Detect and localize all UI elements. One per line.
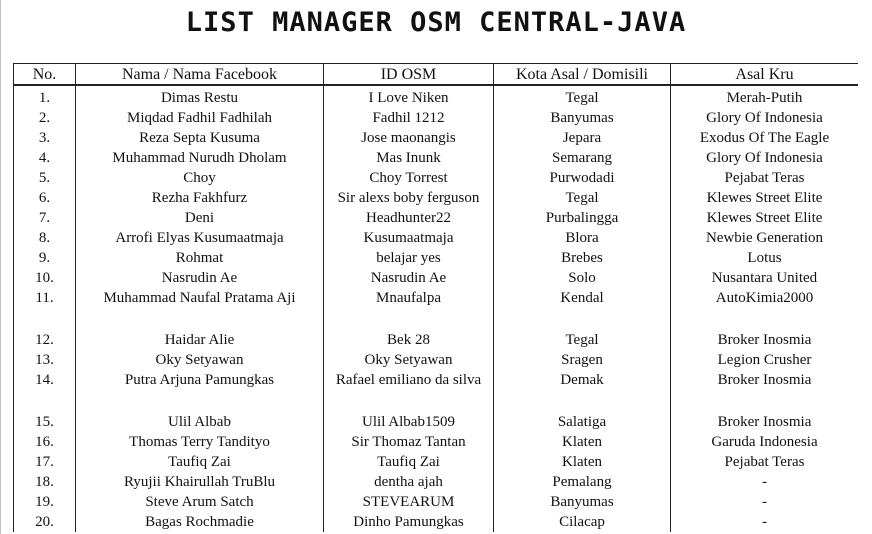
table-row <box>14 512 859 532</box>
cell-name: Muhammad Nurudh Dholam <box>76 148 324 168</box>
cell-id-osm: Ulil Albab1509 <box>324 410 494 432</box>
cell-kota: Tegal <box>494 85 671 108</box>
table-row <box>14 452 859 472</box>
cell-asal-kru: AutoKimia2000 <box>671 288 859 328</box>
cell-name: Arrofi Elyas Kusumaatmaja <box>76 228 324 248</box>
cell-kota: Banyumas <box>494 492 671 512</box>
cell-id-osm: Kusumaatmaja <box>324 228 494 248</box>
cell-kota: Banyumas <box>494 108 671 128</box>
cell-asal-kru: Garuda Indonesia <box>671 432 859 452</box>
cell-id-osm: dentha ajah <box>324 472 494 492</box>
cell-kota: Pemalang <box>494 472 671 492</box>
cell-no: 9. <box>14 248 76 268</box>
cell-no: 20. <box>14 512 76 532</box>
cell-kota: Semarang <box>494 148 671 168</box>
cell-kota: Sragen <box>494 350 671 370</box>
cell-asal-kru: Legion Crusher <box>671 350 859 370</box>
table-row <box>14 328 859 350</box>
cell-name: Choy <box>76 168 324 188</box>
cell-asal-kru: Pejabat Teras <box>671 168 859 188</box>
cell-name: Nasrudin Ae <box>76 268 324 288</box>
cell-name: Muhammad Naufal Pratama Aji <box>76 288 324 328</box>
cell-asal-kru: - <box>671 472 859 492</box>
cell-name: Putra Arjuna Pamungkas <box>76 370 324 410</box>
table-row <box>14 492 859 512</box>
table-row <box>14 350 859 370</box>
table-row <box>14 208 859 228</box>
cell-no: 7. <box>14 208 76 228</box>
cell-kota: Demak <box>494 370 671 410</box>
cell-name: Haidar Alie <box>76 328 324 350</box>
table-row <box>14 432 859 452</box>
cell-kota: Blora <box>494 228 671 248</box>
cell-name: Ulil Albab <box>76 410 324 432</box>
cell-kota: Brebes <box>494 248 671 268</box>
cell-id-osm: Jose maonangis <box>324 128 494 148</box>
cell-name: Miqdad Fadhil Fadhilah <box>76 108 324 128</box>
table-header-row <box>14 64 859 86</box>
cell-no: 17. <box>14 452 76 472</box>
cell-name: Taufiq Zai <box>76 452 324 472</box>
cell-kota: Tegal <box>494 188 671 208</box>
cell-name: Rezha Fakhfurz <box>76 188 324 208</box>
header-asal-kru: Asal Kru <box>671 64 859 86</box>
cell-no: 3. <box>14 128 76 148</box>
cell-id-osm: I Love Niken <box>324 85 494 108</box>
cell-kota: Kendal <box>494 288 671 328</box>
cell-no: 12. <box>14 328 76 350</box>
page-frame-edge <box>0 0 1 534</box>
cell-id-osm: Taufiq Zai <box>324 452 494 472</box>
table-row <box>14 288 859 328</box>
cell-asal-kru: Glory Of Indonesia <box>671 108 859 128</box>
cell-no: 11. <box>14 288 76 328</box>
header-kota: Kota Asal / Domisili <box>494 64 671 86</box>
table-row <box>14 188 859 208</box>
cell-name: Deni <box>76 208 324 228</box>
cell-asal-kru: Glory Of Indonesia <box>671 148 859 168</box>
header-name: Nama / Nama Facebook <box>76 64 324 86</box>
cell-asal-kru: Newbie Generation <box>671 228 859 248</box>
cell-asal-kru: Broker Inosmia <box>671 410 859 432</box>
cell-asal-kru: Lotus <box>671 248 859 268</box>
cell-asal-kru: Broker Inosmia <box>671 370 859 410</box>
table-row <box>14 248 859 268</box>
cell-kota: Cilacap <box>494 512 671 532</box>
cell-no: 8. <box>14 228 76 248</box>
table-row <box>14 472 859 492</box>
cell-no: 4. <box>14 148 76 168</box>
cell-kota: Purbalingga <box>494 208 671 228</box>
cell-asal-kru: Klewes Street Elite <box>671 188 859 208</box>
cell-id-osm: Choy Torrest <box>324 168 494 188</box>
cell-name: Steve Arum Satch <box>76 492 324 512</box>
cell-id-osm: STEVEARUM <box>324 492 494 512</box>
cell-id-osm: Sir alexs boby ferguson <box>324 188 494 208</box>
cell-id-osm: Dinho Pamungkas <box>324 512 494 532</box>
cell-name: Reza Septa Kusuma <box>76 128 324 148</box>
cell-name: Oky Setyawan <box>76 350 324 370</box>
cell-name: Bagas Rochmadie <box>76 512 324 532</box>
table-row <box>14 370 859 410</box>
page-title: LIST MANAGER OSM CENTRAL-JAVA <box>185 7 687 38</box>
cell-name: Ryujii Khairullah TruBlu <box>76 472 324 492</box>
cell-asal-kru: - <box>671 492 859 512</box>
cell-no: 15. <box>14 410 76 432</box>
cell-no: 18. <box>14 472 76 492</box>
cell-asal-kru: Klewes Street Elite <box>671 208 859 228</box>
cell-asal-kru: Broker Inosmia <box>671 328 859 350</box>
manager-table <box>13 63 858 532</box>
cell-kota: Klaten <box>494 432 671 452</box>
cell-no: 10. <box>14 268 76 288</box>
cell-name: Rohmat <box>76 248 324 268</box>
cell-asal-kru: Nusantara United <box>671 268 859 288</box>
cell-id-osm: Mnaufalpa <box>324 288 494 328</box>
cell-kota: Solo <box>494 268 671 288</box>
table-row <box>14 410 859 432</box>
cell-id-osm: Nasrudin Ae <box>324 268 494 288</box>
cell-no: 6. <box>14 188 76 208</box>
table-row <box>14 85 859 108</box>
cell-no: 5. <box>14 168 76 188</box>
cell-id-osm: Oky Setyawan <box>324 350 494 370</box>
cell-asal-kru: Pejabat Teras <box>671 452 859 472</box>
table-row <box>14 108 859 128</box>
cell-id-osm: Mas Inunk <box>324 148 494 168</box>
cell-id-osm: Rafael emiliano da silva <box>324 370 494 410</box>
cell-no: 1. <box>14 85 76 108</box>
table-row <box>14 268 859 288</box>
cell-kota: Purwodadi <box>494 168 671 188</box>
cell-name: Dimas Restu <box>76 85 324 108</box>
header-id-osm: ID OSM <box>324 64 494 86</box>
table-row <box>14 148 859 168</box>
cell-name: Thomas Terry Tandityo <box>76 432 324 452</box>
cell-asal-kru: Exodus Of The Eagle <box>671 128 859 148</box>
cell-id-osm: belajar yes <box>324 248 494 268</box>
cell-kota: Klaten <box>494 452 671 472</box>
table-row <box>14 168 859 188</box>
table-row <box>14 228 859 248</box>
cell-no: 14. <box>14 370 76 410</box>
cell-no: 19. <box>14 492 76 512</box>
cell-id-osm: Sir Thomaz Tantan <box>324 432 494 452</box>
manager-table-container <box>13 63 858 534</box>
cell-id-osm: Bek 28 <box>324 328 494 350</box>
cell-id-osm: Fadhil 1212 <box>324 108 494 128</box>
cell-asal-kru: - <box>671 512 859 532</box>
cell-kota: Jepara <box>494 128 671 148</box>
table-row <box>14 128 859 148</box>
cell-no: 2. <box>14 108 76 128</box>
cell-no: 16. <box>14 432 76 452</box>
cell-no: 13. <box>14 350 76 370</box>
cell-kota: Salatiga <box>494 410 671 432</box>
header-no: No. <box>14 64 76 86</box>
cell-id-osm: Headhunter22 <box>324 208 494 228</box>
cell-asal-kru: Merah-Putih <box>671 85 859 108</box>
cell-kota: Tegal <box>494 328 671 350</box>
